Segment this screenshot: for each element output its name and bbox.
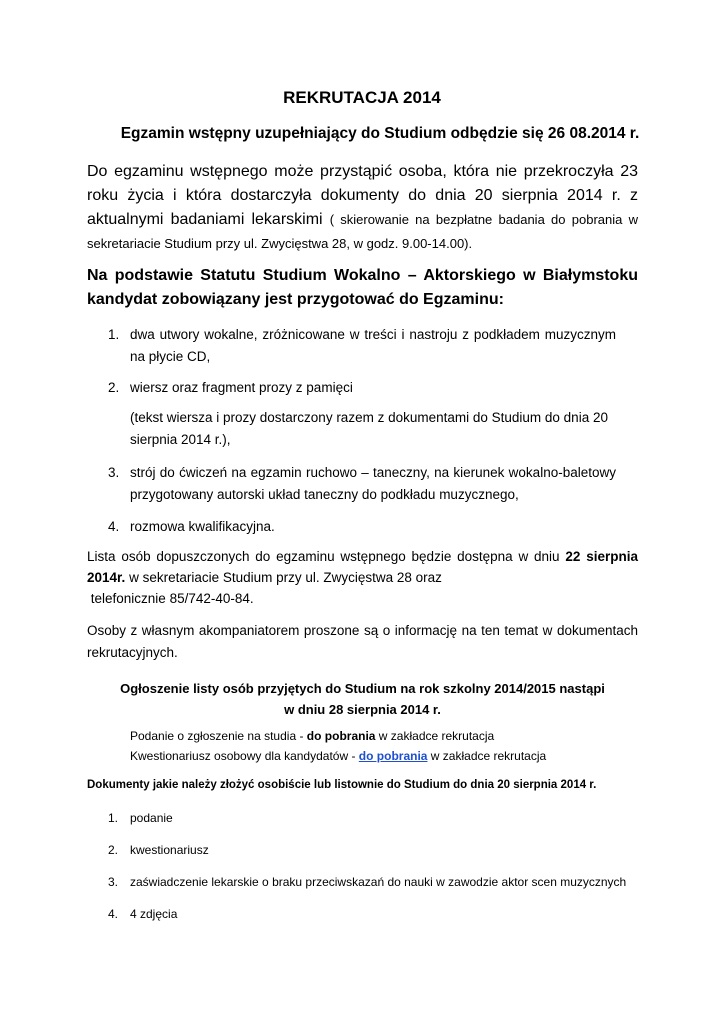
list-number: 3. [108, 875, 119, 889]
list-number: 1. [108, 327, 120, 342]
admitted-date: 22 sierpnia 2014r. [87, 549, 638, 585]
admitted-text-2: w sekretariacie Studium przy ul. Zwycięstwa 28 oraz [129, 570, 442, 585]
intro-note: ( skierowanie na bezpłatne badania do pobrania w sekretariacie Studium przy ul. Zwycięstwa 28, w godz. 9.00-14.00). [87, 212, 639, 251]
application-suffix: w zakładce rekrutacja [375, 729, 495, 743]
intro-text: Do egzaminu wstępnego może przystąpić osoba, która nie przekroczyła 23 roku życia i która dostarczyła dokumenty do dnia 20 sierpnia 2014 r. z aktualnymi badaniami lekarskimi [87, 163, 638, 228]
requirement-note: (tekst wiersza i prozy dostarczony razem z dokumentami do Studium do dnia 20 sierpnia 2014 r.), [130, 410, 608, 447]
list-text: podanie [130, 811, 173, 825]
application-form-line [130, 726, 638, 746]
forms-section [130, 726, 638, 766]
application-prefix: Podanie o zgłoszenie na studia - [130, 729, 307, 743]
page-title: REKRUTACJA 2014 [283, 88, 441, 107]
list-text: kwestionariusz [130, 843, 209, 857]
list-text: wiersz oraz fragment prozy z pamięci [130, 380, 353, 395]
admitted-phone: telefonicznie 85/742-40-84. [90, 591, 254, 606]
list-text: rozmowa kwalifikacyjna. [130, 519, 275, 534]
results-line-2: w dniu 28 sierpnia 2014 r. [284, 702, 441, 717]
list-text: dwa utwory wokalne, zróżnicowane w treści i nastroju z podkładem muzycznym na płycie CD, [130, 327, 616, 364]
results-announcement [90, 678, 635, 720]
intro-paragraph [87, 160, 638, 256]
list-number: 2. [108, 380, 120, 395]
list-text: zaświadczenie lekarskie o braku przeciwskazań do nauki w zawodzie aktor scen muzycznych [130, 875, 627, 889]
questionnaire-form-line [130, 746, 638, 766]
accompanist-paragraph: Osoby z własnym akompaniatorem proszone są o informację na ten temat w dokumentach rekrutacyjnych. [87, 623, 638, 660]
list-text: strój do ćwiczeń na egzamin ruchowo – taneczny, na kierunek wokalno-baletowy przygotowany autorski układ taneczny do podkładu muzycznego, [130, 465, 616, 502]
list-number: 1. [108, 811, 119, 825]
statute-heading: Na podstawie Statutu Studium Wokalno – Aktorskiego w Białymstoku kandydat zobowiązany jest przygotować do Egzaminu: [87, 267, 638, 308]
documents-heading: Dokumenty jakie należy złożyć osobiście lub listownie do Studium do dnia 20 sierpnia 2014 r. [87, 779, 597, 791]
admitted-list-paragraph [87, 546, 638, 609]
list-number: 3. [108, 465, 120, 480]
list-number: 4. [108, 907, 119, 921]
list-number: 2. [108, 843, 119, 857]
list-text: 4 zdjęcia [130, 907, 178, 921]
questionnaire-prefix: Kwestionariusz osobowy dla kandydatów - [130, 749, 359, 763]
admitted-text-1: Lista osób dopuszczonych do egzaminu wstępnego będzie dostępna w dniu [87, 549, 560, 564]
questionnaire-suffix: w zakładce rekrutacja [427, 749, 547, 763]
questionnaire-download-link[interactable]: do pobrania [358, 749, 428, 763]
application-download-label[interactable]: do pobrania [306, 729, 376, 743]
list-number: 4. [108, 519, 120, 534]
exam-date-heading: Egzamin wstępny uzupełniający do Studium odbędzie się 26 08.2014 r. [120, 125, 640, 142]
results-line-1: Ogłoszenie listy osób przyjętych do Studium na rok szkolny 2014/2015 nastąpi [120, 681, 605, 696]
